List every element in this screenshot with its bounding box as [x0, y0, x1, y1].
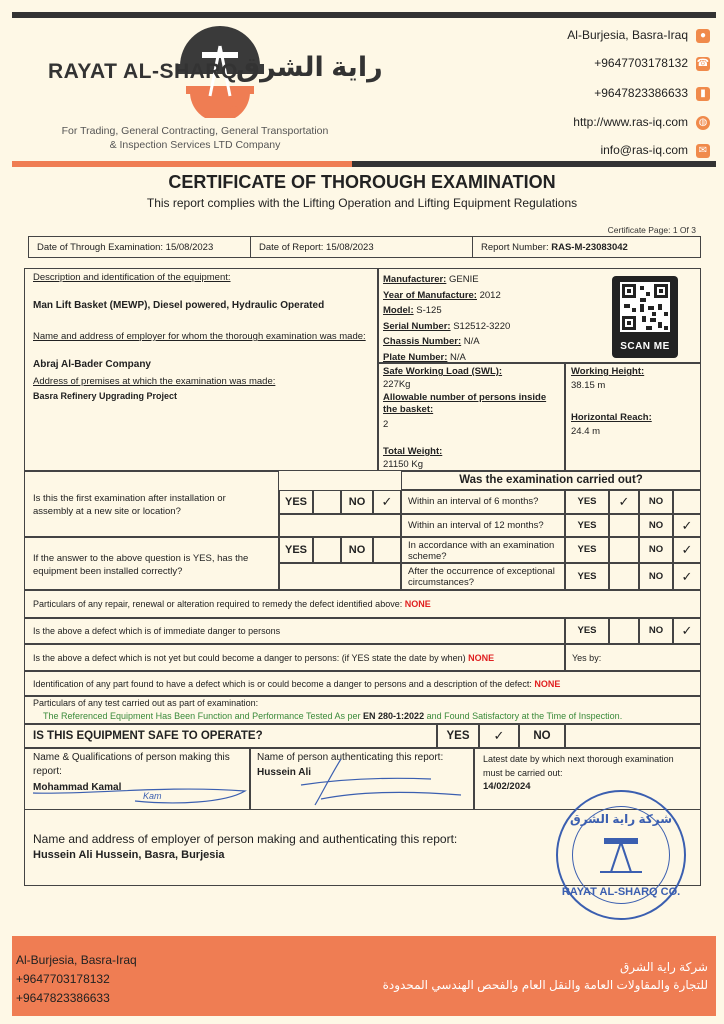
first-exam-no-check[interactable]: ✓ — [373, 490, 401, 514]
test-value-post: and Found Satisfactory at the Time of Inspection. — [424, 711, 623, 721]
phone-1-text: +9647703178132 — [594, 56, 688, 70]
test-row — [24, 696, 701, 724]
scan-me-label: SCAN ME — [620, 341, 670, 352]
exceptional-no: NO — [639, 563, 673, 590]
interval-12-no-check[interactable]: ✓ — [673, 514, 701, 537]
reach-value: 24.4 m — [571, 426, 601, 437]
installed-no: NO — [341, 537, 373, 563]
next-exam-label: Latest date by which next thorough examination must be carried out: — [483, 754, 674, 778]
weight-value: 21150 Kg — [383, 459, 423, 470]
footer-phone-1: +9647703178132 — [16, 972, 110, 986]
footer-contact — [16, 951, 137, 1008]
height-value: 38.15 m — [571, 380, 606, 391]
manufacturer-label: Manufacturer: — [383, 274, 447, 285]
weight-label: Total Weight: — [383, 446, 443, 457]
safe-to-operate-label: IS THIS EQUIPMENT SAFE TO OPERATE? — [24, 724, 437, 748]
next-exam-date: 14/02/2024 — [483, 781, 531, 792]
qr-code[interactable] — [612, 276, 678, 358]
tagline-line-1: For Trading, General Contracting, General Transportation — [61, 125, 329, 137]
year-label: Year of Manufacture: — [383, 289, 477, 301]
employer-label: Name and address of employer for whom the thorough examination was made: — [33, 331, 366, 342]
interval-6-no: NO — [639, 490, 673, 514]
orange-divider — [12, 161, 352, 167]
future-danger-value: NONE — [468, 653, 495, 663]
certificate-subtitle: This report complies with the Lifting Operation and Lifting Equipment Regulations — [146, 196, 578, 210]
future-danger-label: Is the above a defect which is not yet but could become a danger to persons: (if YES state the date by when) — [33, 653, 469, 663]
interval-12-yes: YES — [565, 514, 609, 537]
authenticator-label: Name of person authenticating this report: — [257, 752, 444, 763]
interval-6-text: Within an interval of 6 months? — [401, 490, 565, 514]
certificate-page-number: Certificate Page: 1 Of 3 — [607, 225, 696, 235]
yes-by-field[interactable]: Yes by: — [565, 644, 701, 671]
part-defect-label: Identification of any part found to have a defect which is or could become a danger to persons and a description of the defect: — [33, 679, 535, 689]
examiner-label: Name & Qualifications of person making this report: — [33, 752, 230, 777]
premises-value: Basra Refinery Upgrading Project — [33, 391, 178, 401]
globe-icon: ◍ — [696, 116, 710, 130]
phone-icon: ☎ — [696, 57, 710, 69]
serial-label: Serial Number: — [383, 320, 451, 332]
reach-label: Horizontal Reach: — [571, 412, 652, 423]
swl-value: 227Kg — [383, 379, 411, 390]
employer-sign-label: Name and address of employer of person making and authenticating this report: — [33, 832, 458, 846]
height-label: Working Height: — [571, 366, 645, 377]
installed-no-box[interactable] — [373, 537, 401, 563]
stamp-arabic-text: شركة راية الشرق — [569, 812, 673, 826]
company-name-ar: راية الشرق — [236, 52, 383, 82]
scheme-no-check[interactable]: ✓ — [673, 537, 701, 563]
scheme-yes: YES — [565, 537, 609, 563]
contact-website — [573, 115, 710, 130]
model-value: S-125 — [416, 305, 442, 316]
qr-code-icon — [620, 282, 670, 332]
report-number-label: Report Number: — [481, 242, 552, 253]
plate-label: Plate Number: — [383, 351, 448, 363]
company-tagline — [40, 124, 350, 152]
scheme-text: In accordance with an examination scheme? — [401, 537, 565, 563]
swl-label: Safe Working Load (SWL): — [383, 366, 503, 377]
first-exam-text: Is this the first examination after installation or assembly at a new site or location? — [33, 493, 226, 517]
part-defect-row — [24, 671, 701, 696]
installed-question — [24, 537, 279, 590]
future-danger-row — [24, 644, 565, 671]
stamp-english-text: RAYAT AL-SHARQ CO. — [561, 886, 681, 898]
scheme-no: NO — [639, 537, 673, 563]
interval-6-no-box[interactable] — [673, 490, 701, 514]
safe-no-box[interactable] — [565, 724, 701, 748]
model-label: Model: — [383, 305, 414, 316]
interval-6-yes: YES — [565, 490, 609, 514]
year-value: 2012 — [479, 289, 501, 301]
load-cell — [378, 363, 565, 471]
scheme-yes-box[interactable] — [609, 537, 639, 563]
premises-label: Address of premises at which the examination was made: — [33, 376, 276, 387]
contact-address — [567, 28, 710, 43]
first-exam-yes: YES — [279, 490, 313, 514]
first-exam-yes-box[interactable] — [313, 490, 341, 514]
report-number — [473, 237, 700, 257]
employer-value: Abraj Al-Bader Company — [33, 359, 151, 370]
interval-12-text: Within an interval of 12 months? — [401, 514, 565, 537]
interval-6-yes-check[interactable]: ✓ — [609, 490, 639, 514]
repair-row — [24, 590, 701, 618]
footer-arabic-line-1: شركة راية الشرق — [619, 960, 708, 974]
exceptional-yes: YES — [565, 563, 609, 590]
footer-address: Al-Burjesia, Basra-Iraq — [16, 953, 137, 967]
installed-yes: YES — [279, 537, 313, 563]
installed-yes-box[interactable] — [313, 537, 341, 563]
safe-yes: YES — [437, 724, 479, 748]
email-link[interactable]: info@ras-iq.com — [600, 143, 688, 157]
top-bar — [12, 12, 716, 18]
immediate-danger-no-check[interactable]: ✓ — [673, 618, 701, 644]
footer-phone-2: +9647823386633 — [16, 991, 110, 1005]
manufacturer-value: GENIE — [448, 274, 479, 285]
immediate-danger-no: NO — [639, 618, 673, 644]
reach-cell — [565, 363, 701, 471]
employer-sign-value: Hussein Ali Hussein, Basra, Burjesia — [33, 849, 225, 861]
exceptional-no-check[interactable]: ✓ — [673, 563, 701, 590]
certificate-title: CERTIFICATE OF THOROUGH EXAMINATION — [168, 172, 556, 192]
desc-value: Man Lift Basket (MEWP), Diesel powered, Hydraulic Operated — [33, 300, 325, 311]
chassis-value: N/A — [463, 336, 480, 347]
desc-label: Description and identification of the equipment: — [33, 272, 231, 283]
examiner-name: Mohammad Kamal — [33, 782, 122, 793]
exam-date: Date of Through Examination: 15/08/2023 — [29, 237, 251, 257]
immediate-danger-yes: YES — [565, 618, 609, 644]
test-standard: EN 280-1:2022 — [363, 711, 425, 721]
test-value — [43, 711, 622, 721]
address-text: Al-Burjesia, Basra-Iraq — [567, 28, 688, 42]
part-defect-value: NONE — [534, 679, 561, 689]
safe-no: NO — [519, 724, 565, 748]
equipment-description-cell — [24, 268, 378, 471]
footer-arabic — [383, 958, 708, 994]
gray-divider — [352, 161, 716, 167]
authenticator-cell — [250, 748, 474, 810]
stamp-oil-pump-icon — [596, 832, 646, 882]
repair-label: Particulars of any repair, renewal or alteration required to remedy the defect identified above: — [33, 599, 405, 609]
contact-phone-1 — [594, 56, 710, 71]
installed-blank — [279, 563, 401, 590]
interval-12-no: NO — [639, 514, 673, 537]
examiner-signature-icon — [25, 779, 251, 809]
tagline-line-2: & Inspection Services LTD Company — [109, 139, 281, 151]
location-icon: ● — [696, 29, 710, 43]
test-label: Particulars of any test carried out as part of examination: — [33, 698, 259, 708]
authenticator-signature-icon — [281, 755, 471, 809]
exam-carried-header: Was the examination carried out? — [401, 471, 701, 490]
examiner-cell — [24, 748, 250, 810]
first-exam-no: NO — [341, 490, 373, 514]
phone-2-text: +9647823386633 — [594, 86, 688, 100]
interval-12-yes-box[interactable] — [609, 514, 639, 537]
company-stamp — [556, 790, 686, 920]
website-link[interactable]: http://www.ras-iq.com — [573, 115, 688, 129]
immediate-danger-yes-box[interactable] — [609, 618, 639, 644]
chassis-label: Chassis Number: — [383, 336, 462, 347]
date-info-row — [28, 236, 701, 258]
authenticator-name: Hussein Ali — [257, 767, 312, 778]
persons-value: 2 — [383, 419, 389, 430]
contact-phone-2 — [594, 86, 710, 101]
immediate-danger-text: Is the above a defect which is of immediate danger to persons — [24, 618, 565, 644]
examiner-signature-text: Kam — [143, 791, 162, 801]
repair-value: NONE — [404, 599, 431, 609]
first-exam-question — [24, 471, 279, 537]
plate-value: N/A — [450, 351, 466, 363]
serial-value: S12512-3220 — [453, 320, 511, 332]
mobile-icon: ▮ — [696, 87, 710, 101]
safe-yes-check[interactable]: ✓ — [479, 724, 519, 748]
test-value-pre: The Referenced Equipment Has Been Function and Performance Tested As per — [43, 711, 364, 721]
exceptional-yes-box[interactable] — [609, 563, 639, 590]
installed-text: If the answer to the above question is YES, has the equipment been installed correctly? — [33, 553, 249, 577]
mail-icon: ✉ — [696, 144, 710, 158]
footer-arabic-line-2: للتجارة والمقاولات العامة والنقل العام والفحص الهندسي المحدودة — [382, 978, 708, 992]
persons-label: Allowable number of persons inside the basket: — [383, 392, 547, 415]
first-exam-blank — [279, 514, 401, 537]
exceptional-text: After the occurrence of exceptional circumstances? — [401, 563, 565, 590]
contact-email — [600, 143, 710, 158]
report-date: Date of Report: 15/08/2023 — [251, 237, 473, 257]
report-number-value: RAS-M-23083042 — [551, 242, 628, 253]
company-name-en: RAYAT AL-SHARQ — [48, 60, 238, 83]
